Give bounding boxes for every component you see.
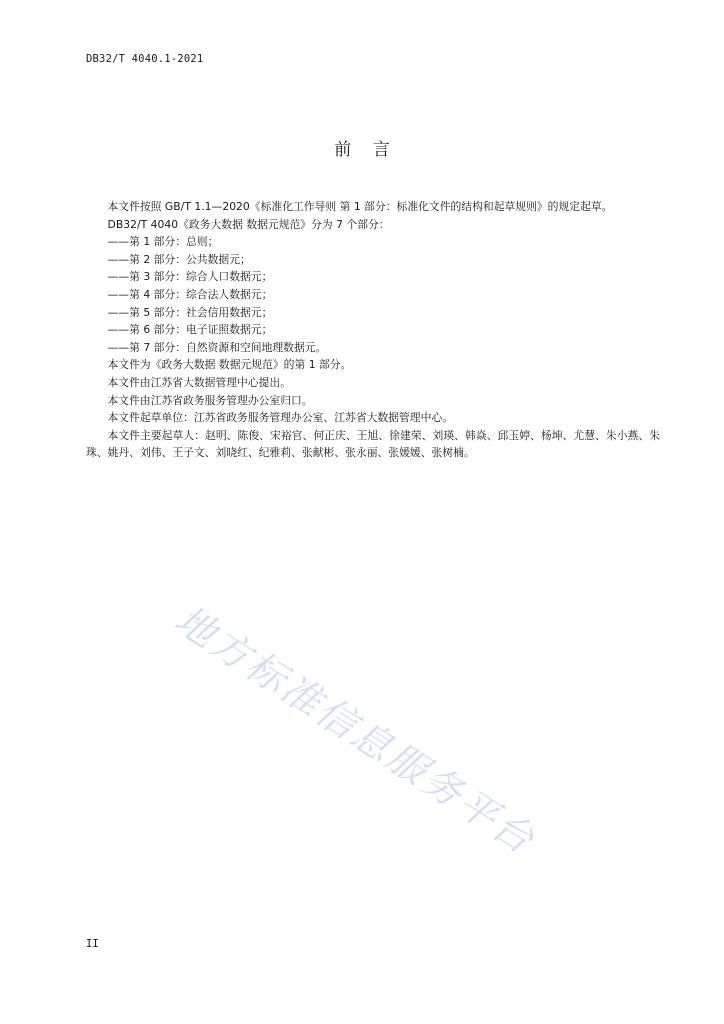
list-item-part-5: ——第 5 部分：社会信用数据元； — [107, 305, 273, 319]
list-item-part-2: ——第 2 部分：公共数据元； — [107, 252, 251, 266]
list-item-part-1: ——第 1 部分：总则； — [107, 235, 219, 249]
list-item-part-4: ——第 4 部分：综合法人数据元； — [107, 287, 273, 301]
paragraph-this-part: 本文件为《政务大数据 数据元规范》的第 1 部分。 — [107, 358, 352, 372]
paragraph-administrator: 本文件由江苏省政务服务管理办公室归口。 — [107, 393, 313, 407]
paragraph-parts-intro: DB32/T 4040《政务大数据 数据元规范》分为 7 个部分： — [107, 217, 390, 231]
preface-body — [86, 198, 660, 462]
list-item-part-7: ——第 7 部分：自然资源和空间地理数据元。 — [107, 340, 327, 354]
list-item-part-6: ——第 6 部分：电子证照数据元； — [107, 323, 273, 337]
paragraph-drafting-units: 本文件起草单位：江苏省政务服务管理办公室、江苏省大数据管理中心。 — [107, 411, 453, 425]
paragraph-proposer: 本文件由江苏省大数据管理中心提出。 — [107, 375, 292, 389]
document-code: DB32/T 4040.1-2021 — [86, 53, 204, 65]
watermark: 地方标准信息服务平台 — [166, 597, 544, 865]
paragraph-drafting-basis: 本文件按照 GB/T 1.1—2020《标准化工作导则 第 1 部分：标准化文件的结构和起草规则》的规定起草。 — [107, 200, 613, 213]
page-number: II — [86, 938, 99, 950]
paragraph-drafters: 本文件主要起草人：赵明、陈俊、宋裕官、何正庆、王旭、徐建荣、刘瑛、韩焱、邱玉婷、杨坤、尤慧、朱小燕、朱珠、姚丹、刘伟、王子文、刘晓红、纪雅莉、张献彬、张永丽、张媛媛、张树楠。 — [86, 428, 660, 460]
list-item-part-3: ——第 3 部分：综合人口数据元； — [107, 270, 273, 284]
page-title: 前 言 — [334, 140, 390, 160]
